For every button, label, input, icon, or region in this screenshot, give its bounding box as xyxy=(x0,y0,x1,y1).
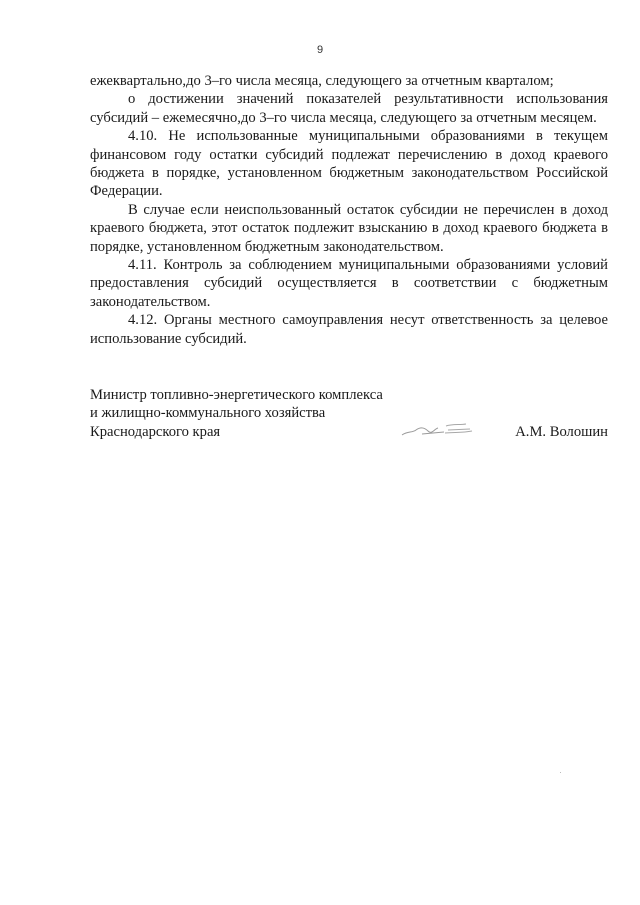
signature-block xyxy=(90,386,608,441)
signatory-position-line-2: и жилищно-коммунального хозяйства xyxy=(90,405,326,422)
page-number: 9 xyxy=(316,44,324,56)
paragraph-quarterly: ежеквартально,до 3–го числа месяца, следующего за отчетным кварталом; xyxy=(90,73,554,89)
signatory-name: А.М. Волошин xyxy=(515,423,608,440)
document-body xyxy=(90,72,608,348)
paragraph-4-12: 4.12. Органы местного самоуправления несут ответственность за целевое использование субсидий. xyxy=(90,312,608,347)
signatory-position-line-1: Министр топливно-энергетического комплекса xyxy=(90,387,383,403)
paragraph-4-10: 4.10. Не использованные муниципальными образованиями в текущем финансовом году остатки субсидий подлежат перечислению в доход краевого бюджета в порядке, установленном бюджетным законодательством Российской Федерации. xyxy=(90,128,608,200)
signatory-position-line-3: Краснодарского края xyxy=(90,423,221,440)
signature-row xyxy=(90,423,608,441)
paragraph-4-11: 4.11. Контроль за соблюдением муниципальными образованиями условий предоставления субсидий осуществляется в соответствии с бюджетным законодательством. xyxy=(90,257,608,310)
handwritten-signature xyxy=(400,417,480,441)
scan-speck xyxy=(560,772,561,773)
paragraph-unused-balance: В случае если неиспользованный остаток субсидии не перечислен в доход краевого бюджета, этот остаток подлежит взысканию в доход краевого бюджета в порядке, установленном бюджетным законодательством. xyxy=(90,201,608,255)
paragraph-monthly: о достижении значений показателей результативности использования субсидий – ежемесячно,до 3–го числа месяца, следующего за отчетным месяцем. xyxy=(90,91,608,126)
